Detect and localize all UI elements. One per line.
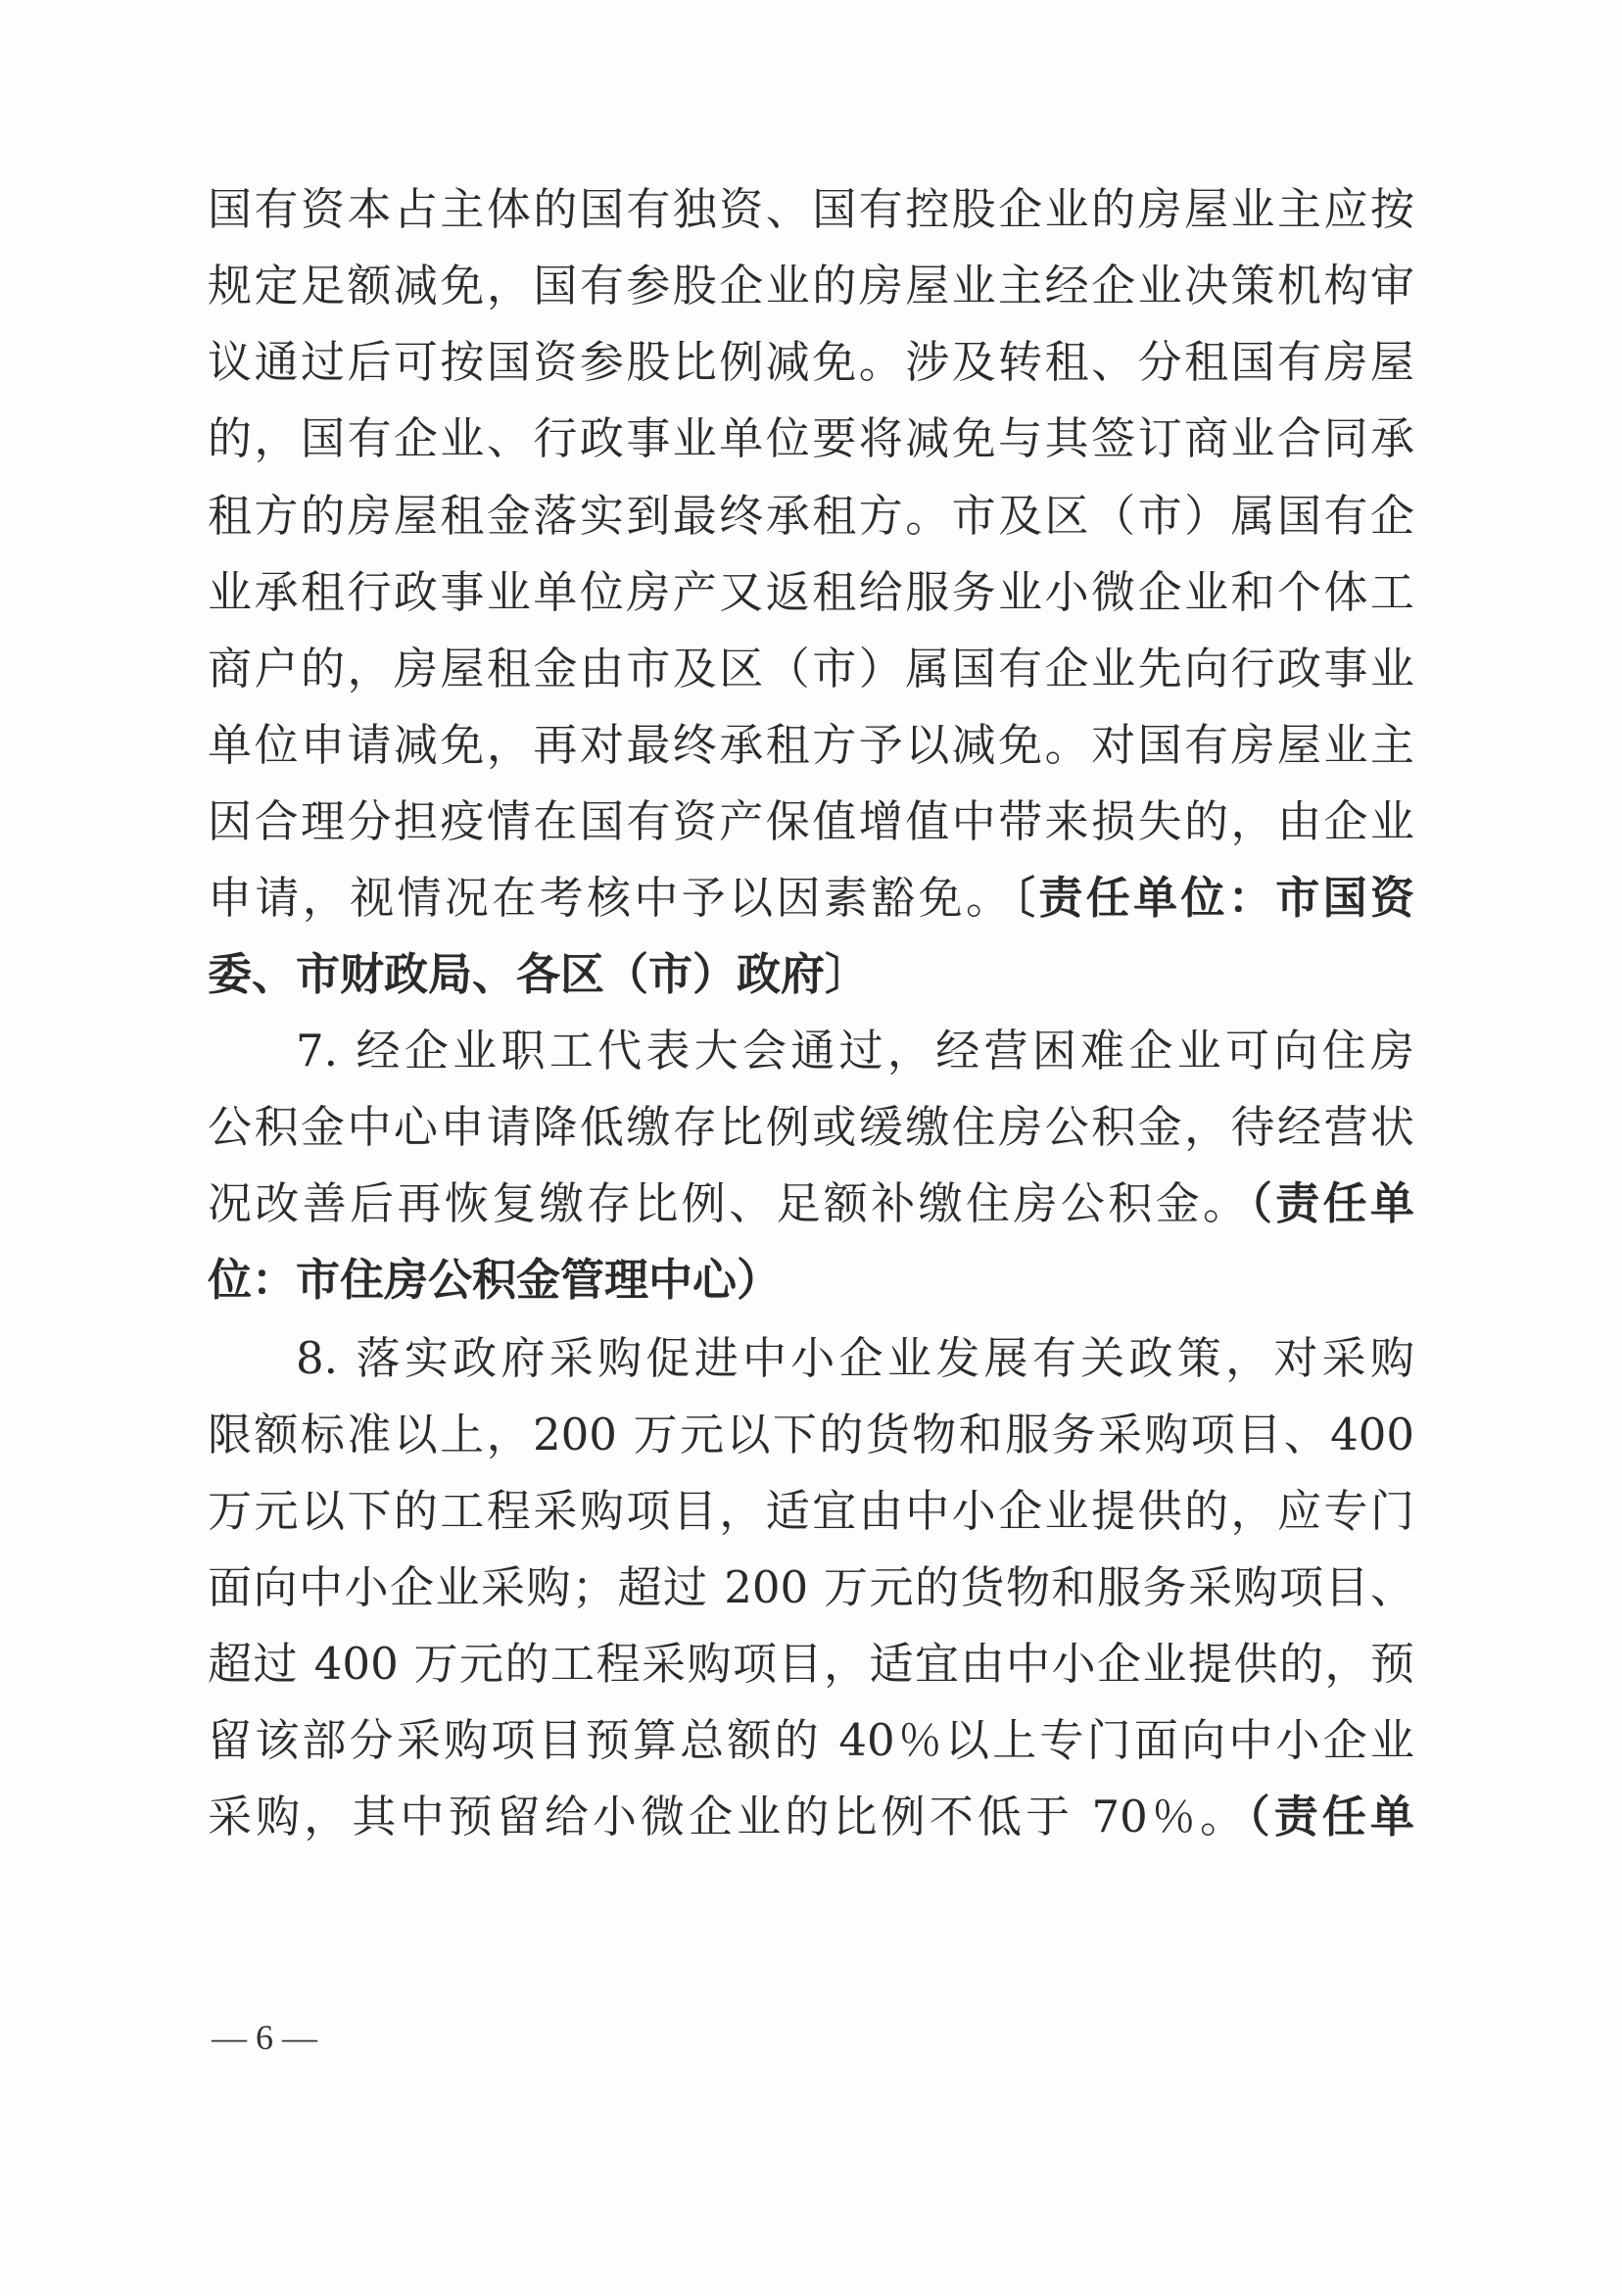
text-line-3: 议通过后可按国资参股比例减免。涉及转租、分租国有房屋	[208, 336, 1414, 388]
item-7-line-2: 公积金中心申请降低缴存比例或缓缴住房公积金，待经营状	[208, 1101, 1414, 1153]
text-line-1: 国有资本占主体的国有独资、国有控股企业的房屋业主应按	[208, 183, 1414, 235]
item-8-line-6: 留该部分采购项目预算总额的 40％以上专门面向中小企业	[208, 1714, 1414, 1766]
page-number: — 6 —	[212, 2018, 317, 2057]
responsibility-units-2: 位：市住房公积金管理中心）	[208, 1254, 782, 1306]
item-7-line-3	[208, 1174, 1414, 1233]
item-8-line-7	[208, 1788, 1414, 1846]
item-8-line-4: 面向中小企业采购；超过 200 万元的货物和服务采购项目、	[208, 1561, 1414, 1613]
responsibility-label-1: 〔责任单位：市国资	[1013, 872, 1414, 924]
text-line-8: 单位申请减免，再对最终承租方予以减免。对国有房屋业主	[208, 719, 1414, 771]
text-line-9: 因合理分担疫情在国有资产保值增值中带来损失的，由企业	[208, 795, 1414, 847]
item-8-line-3: 万元以下的工程采购项目，适宜由中小企业提供的，应专门	[208, 1485, 1414, 1537]
item-8-line-2: 限额标准以上，200 万元以下的货物和服务采购项目、400	[208, 1409, 1414, 1460]
item-8-line-5: 超过 400 万元的工程采购项目，适宜由中小企业提供的，预	[208, 1638, 1414, 1690]
responsibility-label-3: （责任单	[1248, 1791, 1414, 1842]
item-8-line-1: 8. 落实政府采购促进中小企业发展有关政策，对采购	[296, 1332, 1414, 1384]
responsibility-label-2: （责任单	[1250, 1177, 1414, 1229]
text-line-7: 商户的，房屋租金由市及区（市）属国有企业先向行政事业	[208, 643, 1414, 694]
text-line-4: 的，国有企业、行政事业单位要将减免与其签订商业合同承	[208, 412, 1414, 464]
text-line-5: 租方的房屋租金落实到最终承租方。市及区（市）属国有企	[208, 490, 1414, 542]
text-line-10-plain: 申请，视情况在考核中予以因素豁免。	[208, 872, 1014, 924]
text-line-6: 业承租行政事业单位房产又返租给服务业小微企业和个体工	[208, 566, 1414, 618]
item-7-line-1: 7. 经企业职工代表大会通过，经营困难企业可向住房	[296, 1025, 1414, 1076]
responsibility-units-1: 委、市财政局、各区（市）政府〕	[208, 948, 870, 1000]
text-line-2: 规定足额减免，国有参股企业的房屋业主经企业决策机构审	[208, 260, 1414, 311]
item-8-line-7-plain: 采购，其中预留给小微企业的比例不低于 70％。	[208, 1791, 1249, 1842]
text-line-10	[208, 869, 1414, 928]
item-7-line-3-plain: 况改善后再恢复缴存比例、足额补缴住房公积金。	[208, 1177, 1251, 1229]
